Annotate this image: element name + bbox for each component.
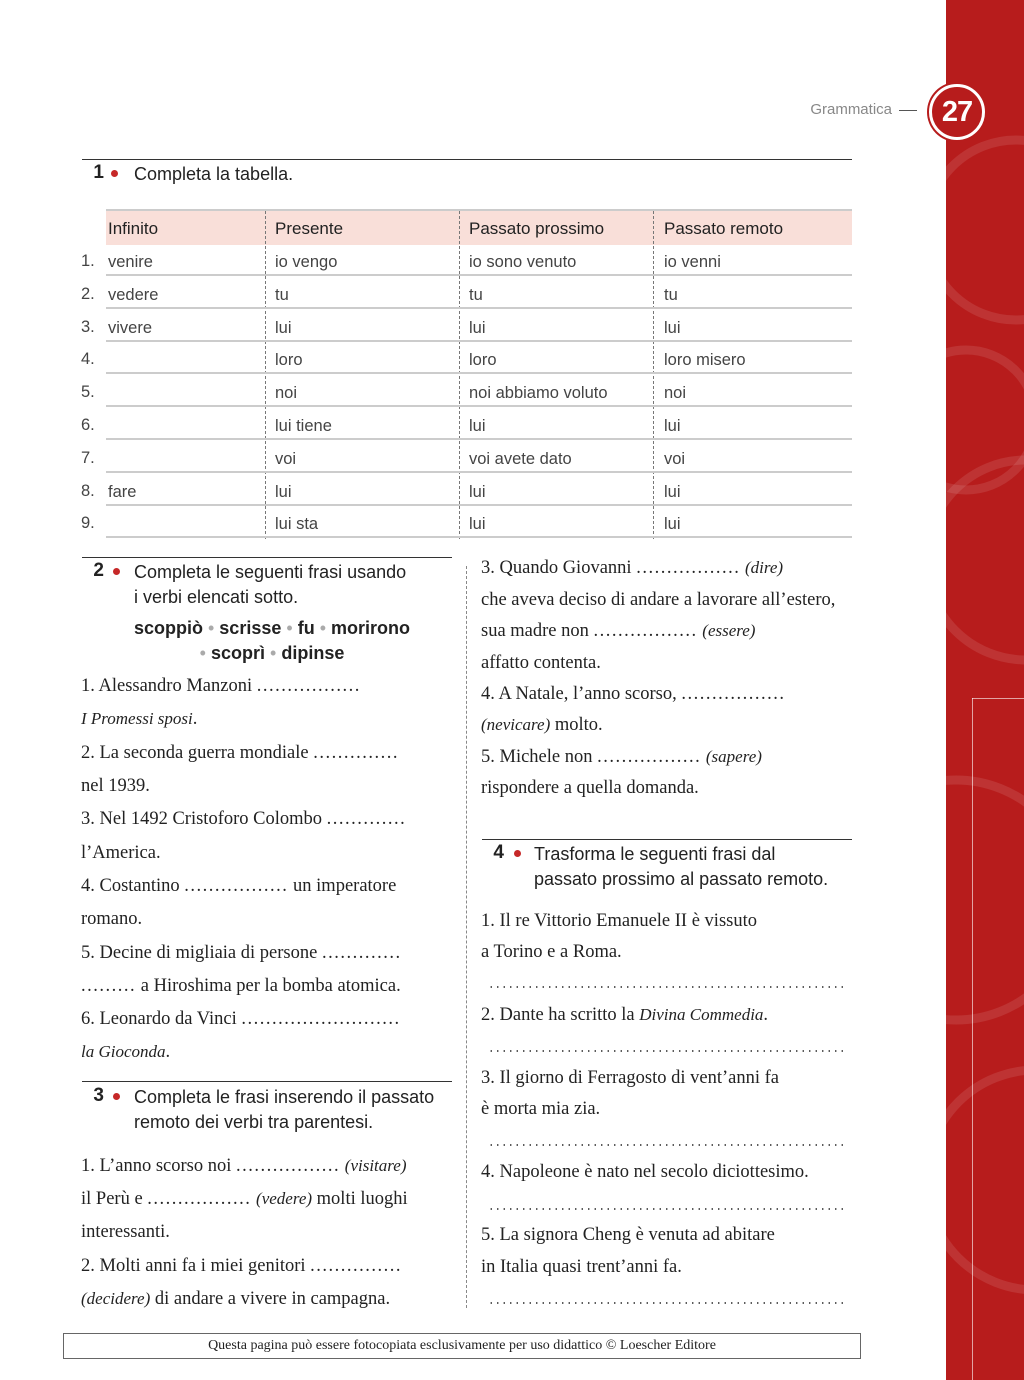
- ex3-bullet: [113, 1093, 120, 1100]
- verb-separator: •: [286, 618, 293, 638]
- table-row-number: 3.: [81, 317, 95, 336]
- ex2-sentence-1b: I Promessi sposi.: [81, 709, 198, 729]
- ex4-instruction-line1: Trasforma le seguenti frasi dal: [534, 844, 776, 864]
- verb-list: [94, 616, 450, 666]
- blank-1b[interactable]: .................: [147, 1189, 252, 1209]
- ex4-sentence-3a: 3. Il giorno di Ferragosto di vent’anni fa: [481, 1068, 779, 1088]
- table-cell: lui: [664, 482, 681, 501]
- ex2-sentence-5a: 5. Decine di migliaia di persone .............: [81, 943, 402, 963]
- ex3-sentence-4b: (nevicare) molto.: [481, 715, 603, 735]
- ex4-number: 4: [493, 842, 504, 863]
- table-row-number: 4.: [81, 350, 95, 369]
- table-cell: lui: [469, 482, 486, 501]
- ex1-instruction: Completa la tabella.: [134, 164, 294, 184]
- ex2-sentence-2a: 2. La seconda guerra mondiale ..............: [81, 743, 399, 763]
- ex3-sentence-3a: 3. Quando Giovanni ................. (dire): [481, 558, 784, 578]
- ex4-instruction-line2: passato prossimo al passato remoto.: [534, 869, 829, 889]
- header-rule: [899, 110, 917, 111]
- table-cell: io vengo: [275, 253, 338, 271]
- ex3-sentence-2b: (decidere) di andare a vivere in campagna.: [81, 1289, 391, 1309]
- table-row-divider: [106, 405, 852, 407]
- table-cell: lui: [275, 318, 292, 337]
- table-cell: tu: [469, 285, 483, 304]
- table-cell: loro: [469, 351, 497, 370]
- table-row-number: 7.: [81, 448, 95, 467]
- verb-item: scoprì: [210, 643, 265, 663]
- ex4-sentence-1a: 1. Il re Vittorio Emanuele II è vissuto: [481, 911, 757, 931]
- table-cell: noi: [275, 384, 298, 403]
- table-cell: io sono venuto: [469, 253, 577, 271]
- table-row-number: 5.: [81, 383, 95, 402]
- table-row-divider: [106, 372, 852, 374]
- table-cell: voi: [664, 449, 686, 468]
- col-divider-2: [459, 211, 460, 539]
- col-header-passato-remoto: Passato remoto: [664, 219, 784, 238]
- ex3-rule: [82, 1081, 452, 1082]
- blank-1[interactable]: .................: [256, 676, 361, 696]
- blank-3[interactable]: .................: [636, 558, 741, 578]
- blank-3c[interactable]: .................: [593, 621, 698, 641]
- ex2-instruction-line2: i verbi elencati sotto.: [134, 587, 299, 607]
- table-row-divider: [106, 307, 852, 309]
- side-band-line: [972, 698, 973, 1380]
- blank-5[interactable]: .............: [321, 943, 402, 963]
- side-band: [946, 0, 1024, 1380]
- table-row-divider: [106, 438, 852, 440]
- table-row-divider: [106, 504, 852, 506]
- table-row-number: 2.: [81, 284, 95, 303]
- verb-separator: •: [270, 643, 277, 663]
- ex4-sentence-1b: a Torino e a Roma.: [481, 942, 622, 962]
- blank-3[interactable]: .............: [326, 809, 407, 829]
- ex3-sentence-1a: 1. L’anno scorso noi ................. (visitare): [81, 1156, 407, 1176]
- table-cell: lui tiene: [275, 417, 332, 435]
- ex3-number: 3: [93, 1085, 104, 1106]
- ex3-sentence-1b: il Perù e ................. (vedere) molti luoghi: [81, 1189, 408, 1209]
- answer-line-5[interactable]: [488, 1302, 846, 1304]
- table-cell: lui: [469, 515, 486, 534]
- table-cell: vedere: [108, 285, 159, 304]
- page-number-badge: 27: [929, 84, 985, 140]
- table-cell: lui: [275, 482, 292, 501]
- table-row-number: 1.: [81, 252, 95, 270]
- ex3-instruction-line2: remoto dei verbi tra parentesi.: [134, 1112, 374, 1132]
- table-cell: noi: [664, 384, 687, 403]
- ex3-sentence-2a: 2. Molti anni fa i miei genitori ...............: [81, 1256, 403, 1276]
- verb-item: morirono: [331, 618, 411, 638]
- ex4-bullet: [514, 850, 521, 857]
- side-band-circles: [946, 0, 1024, 1380]
- ex2-sentence-3a: 3. Nel 1492 Cristoforo Colombo .............: [81, 809, 407, 829]
- table-cell: loro: [275, 351, 303, 370]
- column-divider: [466, 566, 467, 1308]
- ex3-sentence-1c: interessanti.: [81, 1222, 170, 1242]
- ex4-sentence-4a: 4. Napoleone è nato nel secolo diciottesimo.: [481, 1162, 809, 1182]
- verb-separator: •: [319, 618, 327, 638]
- table-cell: noi abbiamo voluto: [469, 384, 608, 403]
- col-header-infinito: Infinito: [108, 219, 159, 238]
- table-row-divider: [106, 471, 852, 473]
- table-cell: loro misero: [664, 351, 746, 370]
- table-cell: lui: [664, 318, 681, 337]
- table-cell: vivere: [108, 318, 153, 337]
- answer-line-3[interactable]: [488, 1144, 846, 1146]
- table-cell: voi: [275, 449, 297, 468]
- verb-item: fu: [297, 618, 315, 638]
- col-divider-1: [265, 211, 266, 539]
- table-cell: tu: [664, 285, 678, 304]
- ex3-sentence-3d: affatto contenta.: [481, 653, 601, 673]
- verb-item: scrisse: [219, 618, 282, 638]
- col-header-passato-prossimo: Passato prossimo: [469, 219, 605, 238]
- ex2-sentence-5b: ......... a Hiroshima per la bomba atomica.: [81, 976, 401, 996]
- ex4-sentence-2a: 2. Dante ha scritto la Divina Commedia.: [481, 1005, 769, 1025]
- ex2-number: 2: [93, 560, 104, 581]
- blank-2[interactable]: ..............: [313, 743, 399, 763]
- ex1-number: 1: [93, 162, 104, 183]
- ex3-sentence-5a: 5. Michele non ................. (sapere): [481, 747, 762, 767]
- ex4-sentence-5b: in Italia quasi trent’anni fa.: [481, 1257, 682, 1277]
- ex3-sentence-4a: 4. A Natale, l’anno scorso, .................: [481, 684, 786, 704]
- section-label: Grammatica: [810, 101, 892, 118]
- ex2-sentence-4b: romano.: [81, 909, 143, 929]
- ex2-rule: [82, 557, 452, 558]
- ex3-sentence-3c: sua madre non ................. (essere): [481, 621, 756, 641]
- table-cell: tu: [275, 285, 289, 304]
- ex2-sentence-2b: nel 1939.: [81, 776, 150, 796]
- table-cell: lui: [664, 515, 681, 534]
- answer-line-4[interactable]: [488, 1208, 846, 1210]
- side-band-hline: [972, 698, 1024, 699]
- table-cell: venire: [108, 253, 153, 271]
- ex2-instruction-line1: Completa le seguenti frasi usando: [134, 562, 407, 582]
- table-cell: lui: [664, 417, 681, 435]
- blank-1[interactable]: .................: [236, 1156, 341, 1176]
- ex3-instruction-line1: Completa le frasi inserendo il passato: [134, 1087, 435, 1107]
- ex2-sentence-3b: l’America.: [81, 843, 161, 863]
- verb-item: scoppiò: [133, 618, 203, 638]
- ex4-sentence-5a: 5. La signora Cheng è venuta ad abitare: [481, 1225, 775, 1245]
- verb-separator: •: [199, 643, 206, 663]
- blank-5[interactable]: .................: [597, 747, 702, 767]
- table-cell: lui sta: [275, 515, 319, 534]
- table-cell: lui: [469, 417, 486, 435]
- verb-item: dipinse: [281, 643, 345, 663]
- table-row-number: 9.: [81, 514, 95, 533]
- ex1-bullet: [111, 170, 118, 177]
- table-row-number: 6.: [81, 416, 95, 434]
- ex3-sentence-3b: che aveva deciso di andare a lavorare all’estero,: [481, 590, 836, 610]
- ex2-sentence-4a: 4. Costantino ................. un imperatore: [81, 876, 397, 896]
- col-header-presente: Presente: [275, 219, 344, 238]
- table-row-number: 8.: [81, 481, 95, 500]
- table-row-divider: [106, 536, 852, 538]
- verb-separator: •: [207, 618, 215, 638]
- ex4-sentence-3b: è morta mia zia.: [481, 1099, 601, 1119]
- col-divider-3: [653, 211, 654, 539]
- answer-line-2[interactable]: [488, 1050, 846, 1052]
- ex2-sentence-6a: 6. Leonardo da Vinci ..........................: [81, 1009, 401, 1029]
- copyright-footer: Questa pagina può essere fotocopiata esclusivamente per uso didattico © Loescher Editore: [63, 1333, 861, 1359]
- answer-line-1[interactable]: [488, 986, 846, 988]
- blank-2[interactable]: ...............: [310, 1256, 403, 1276]
- ex2-sentence-6b: la Gioconda.: [81, 1042, 171, 1062]
- table-row-divider: [106, 274, 852, 276]
- table-cell: lui: [469, 318, 486, 337]
- table-cell: fare: [108, 482, 137, 501]
- table-row-divider: [106, 340, 852, 342]
- table-cell: io venni: [664, 253, 721, 271]
- blank-4[interactable]: .................: [681, 684, 786, 704]
- ex1-rule: [82, 159, 852, 160]
- blank-6[interactable]: ..........................: [241, 1009, 401, 1029]
- ex2-bullet: [113, 568, 120, 575]
- ex4-rule: [482, 839, 852, 840]
- ex3-sentence-5b: rispondere a quella domanda.: [481, 778, 699, 798]
- blank-5b[interactable]: .........: [81, 976, 137, 996]
- ex2-sentence-1a: 1. Alessandro Manzoni .................: [81, 676, 361, 696]
- blank-4[interactable]: .................: [184, 876, 289, 896]
- table-cell: voi avete dato: [469, 449, 572, 468]
